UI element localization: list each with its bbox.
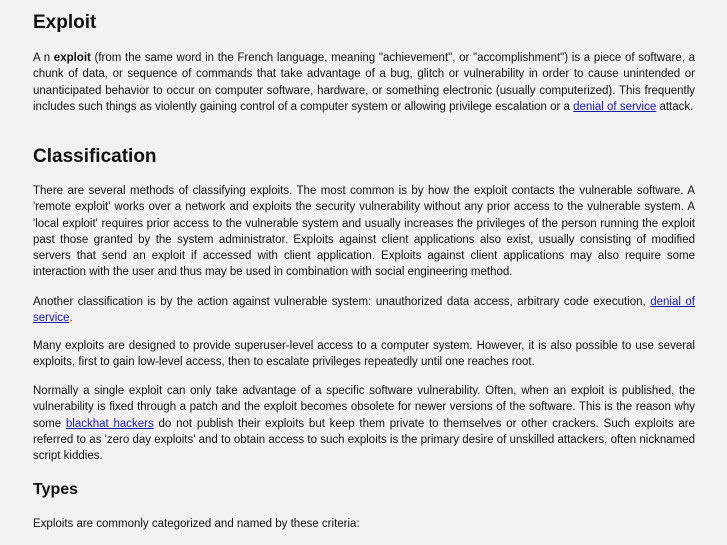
intro-bold-term: exploit [53,52,91,64]
intro-prefix: A n [33,52,54,64]
blackhat-hackers-link[interactable]: blackhat hackers [65,417,154,430]
types-paragraph-1: Exploits are commonly categorized and named by these criteria: [33,518,360,530]
heading-classification: Classification [33,146,157,167]
classification-paragraph-2 [33,294,695,327]
classification-paragraph-1: There are several methods of classifying exploits. The most common is by how the exploit contacts the vulnerable software. A 'remote exploit' works over a network and exploits the security vulnerability without any prior access to the vulnerable system. A 'local exploit' requires prior access to the vulnerable system and usually increases the privileges of the person running the exploit past those granted by the system administrator. Exploits against client applications also exist, usually consisting of modified servers that send an exploit if accessed with client application. Exploits against client applications may also require some interaction with the user and thus may be used in combination with social engineering method. [33,185,695,279]
heading-types: Types [33,481,79,498]
denial-of-service-link[interactable]: denial of service [573,100,657,113]
classification-paragraph-4 [33,383,695,464]
para4-text: Normally a single exploit can only take advantage of a specific software vulnerability. Often, when an exploit is published, the vulnerability is fixed through a patch and the exploit becomes obsolete for newer versions of the software. This is the reason why some [33,385,695,430]
para2-suffix: . [69,312,73,325]
para4-suffix: do not publish their exploits but keep them private to themselves or other crackers. Such exploits are referred to as 'zero day exploits' and to obtain access to such exploits is the primary desire of unskilled attackers, often nicknamed script kiddies. [33,417,695,463]
classification-paragraph-3: Many exploits are designed to provide superuser-level access to a computer system. However, it is also possible to use several exploits, first to gain low-level access, then to escalate privileges repeatedly until one reaches root. [33,340,695,369]
intro-text: (from the same word in the French language, meaning "achievement", or "accomplishment") is a piece of software, a chunk of data, or sequence of commands that take advantage of a bug, glitch or vulnerability in order to cause unintended or unanticipated behavior to occur on computer software, hardware, or something electronic (usually computerized). This frequently includes such things as violently gaining control of a computer system or allowing privilege escalation or a [33,52,695,113]
para2-text: Another classification is by the action against vulnerable system: unauthorized data access, arbitrary code execution, [33,296,651,308]
heading-exploit: Exploit [33,12,97,33]
exploit-intro-paragraph [33,50,695,115]
denial-of-service-link-2[interactable]: denial of service [33,296,695,325]
intro-suffix: attack. [656,100,694,113]
